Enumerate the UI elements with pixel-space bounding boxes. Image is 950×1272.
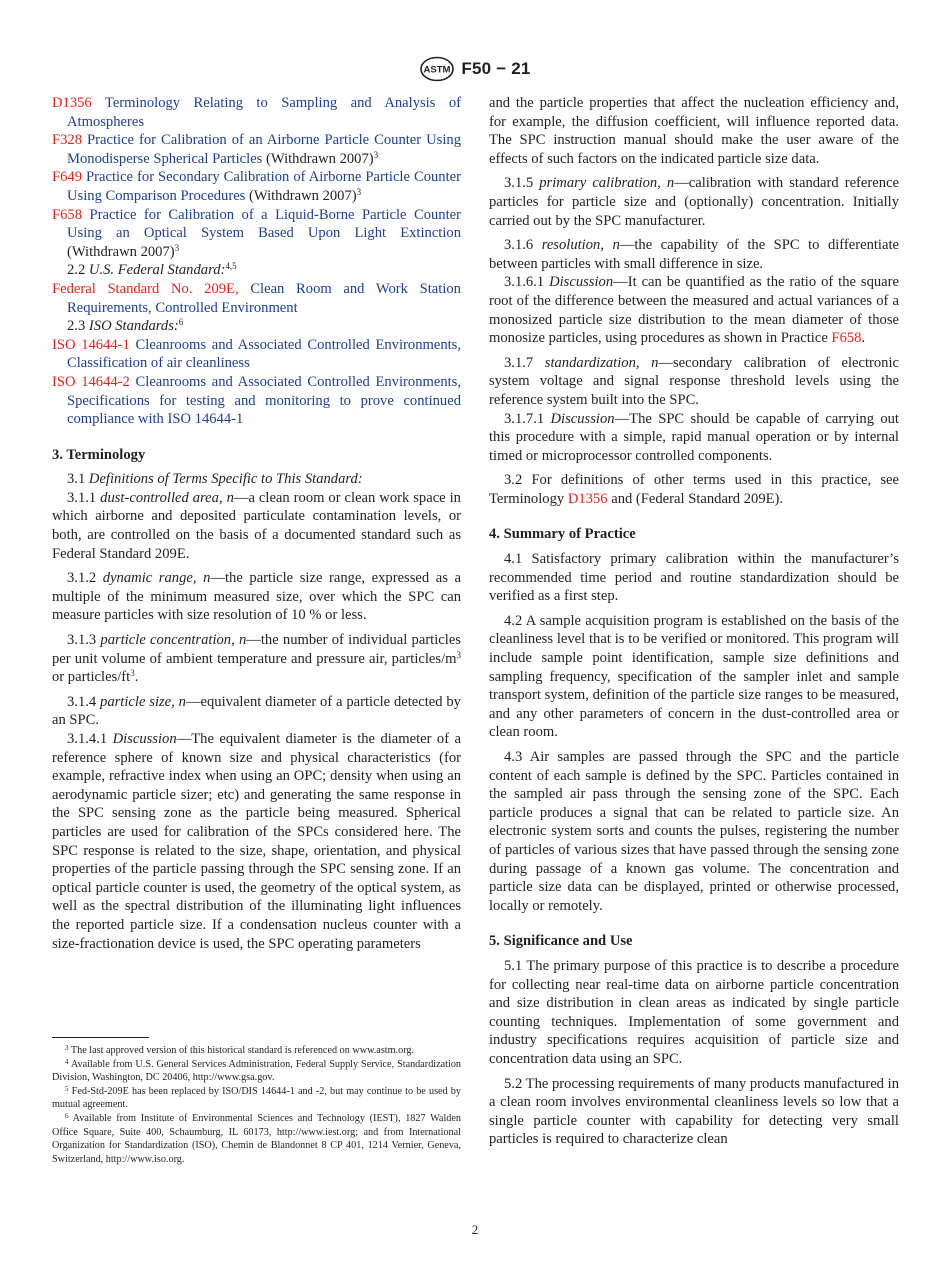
para-4-1 (489, 550, 899, 606)
section-3-heading: 3. Terminology (52, 446, 146, 463)
para-text: —equivalent diameter of a particle detected by an SPC. (52, 693, 461, 729)
para-term: Discussion (112, 731, 177, 747)
footnote-ref: 3 (373, 149, 379, 160)
para-text: —secondary calibration of electronic system voltage and signal response threshold levels using the reference system built into the SPC. (489, 354, 899, 408)
footnote-ref: 4,5 (225, 261, 237, 272)
ref-title[interactable]: Practice for Secondary Calibration of Airborne Particle Counter Using Comparison Procedures (67, 169, 461, 204)
footnote-text: Fed-Std-209E has been replaced by ISO/DIS 14644-1 and -2, but may continue to be used by mutual agreement. (52, 1085, 461, 1111)
ref-d1356 (52, 94, 461, 131)
para-text: and (Federal Standard 209E). (607, 490, 784, 507)
footnote-ref: 6 (178, 317, 184, 328)
superscript: 3 (456, 649, 461, 660)
para-text: A sample acquisition program is established on the basis of the cleanliness level that is to be verified or monitored. This program will include sample point identification, sample size definitions and sampling frequency, specification of the sampler inlet and sample transport system, definition of the particle size ranges to be measured, and any other parameters of concern in the dust-controlled area or clean room. (489, 612, 899, 741)
para-number: 3.1.2 (67, 570, 97, 587)
astm-logo-icon (419, 56, 455, 82)
para-3-1-6 (489, 236, 899, 273)
para-3-1-1 (52, 489, 461, 563)
para-4-3 (489, 748, 899, 915)
para-number: 3.1.1 (67, 489, 97, 506)
ref-code[interactable]: D1356 (52, 95, 92, 111)
footnote-number: 3 (65, 1044, 69, 1052)
para-number: 3.1.6.1 (504, 274, 545, 291)
ref-f658 (52, 206, 461, 262)
para-term: dynamic range, n (102, 570, 211, 587)
para-text: —the number of individual particles per unit volume of ambient temperature and pressure air, particles/m (52, 632, 461, 667)
footnote-number: 6 (65, 1111, 69, 1120)
ref-iso-14644-1 (52, 336, 461, 373)
section-number: 2.3 (67, 318, 86, 335)
para-3-1 (52, 470, 461, 489)
para-number: 5.1 (504, 957, 523, 974)
para-number: 3.1.3 (67, 632, 97, 649)
ref-code[interactable]: F658 (52, 206, 83, 223)
ref-iso-14644-2 (52, 373, 461, 429)
para-number: 4.2 (504, 612, 523, 629)
para-3-1-2 (52, 569, 461, 625)
para-text: —the particle size range, expressed as a multiple of the minimum measured size, over which the SPC can measure particles with size resolution of 10 % or less. (52, 570, 461, 624)
ref-title[interactable]: Clean Room and Work Station Requirements, Controlled Environment (67, 280, 461, 316)
para-term: dust-controlled area, n (100, 489, 234, 506)
ref-code[interactable]: Federal Standard No. 209E, (52, 280, 239, 297)
para-text: The primary purpose of this practice is to describe a procedure for collecting near real-time data on airborne particle concentration and size distribution in clean areas as indicated by single particle counting techniques. Implementation of some government and industry specifications requires acquisition of particle size and concentration data using an SPC. (489, 957, 900, 1067)
page-header (0, 56, 950, 82)
ref-note: (Withdrawn 2007) (67, 243, 175, 260)
para-3-1-7 (489, 354, 899, 410)
page-number: 2 (471, 1222, 479, 1237)
footnote-number: 5 (65, 1084, 69, 1093)
footnote-text: The last approved version of this historical standard is referenced on www.astm.org. (70, 1045, 415, 1056)
section-number: 2.2 (67, 262, 86, 279)
para-text: . (134, 669, 139, 686)
ref-title[interactable]: Cleanrooms and Associated Controlled Environments, Specifications for testing and monitoring to prove continued compliance with ISO 14644-1 (67, 373, 461, 428)
footnotes (52, 1044, 461, 1166)
para-number: 3.1.5 (504, 175, 534, 192)
para-term: standardization, n (544, 354, 659, 371)
section-label: ISO Standards: (88, 318, 179, 335)
para-number: 3.1.4.1 (67, 731, 108, 747)
ref-title[interactable]: Terminology Relating to Sampling and Analysis of Atmospheres (67, 95, 462, 130)
standard-link[interactable]: F658 (831, 330, 862, 347)
footnote-ref: 3 (356, 186, 362, 197)
ref-f649 (52, 168, 461, 205)
footnote-ref: 3 (174, 242, 180, 253)
para-3-1-5 (489, 174, 899, 230)
para-3-1-4-1 (52, 730, 461, 953)
ref-title[interactable]: Practice for Calibration of an Airborne Particle Counter Using Monodisperse Spherical Particles (67, 132, 461, 167)
superscript: 3 (130, 668, 135, 679)
footnote-6 (52, 1112, 461, 1166)
ref-code[interactable]: ISO 14644-2 (52, 373, 130, 390)
para-number: 3.1.6 (504, 237, 534, 254)
footnote-divider (52, 1037, 149, 1038)
para-3-1-3 (52, 631, 461, 687)
para-number: 3.1 (67, 471, 86, 488)
ref-note: (Withdrawn 2007) (249, 187, 357, 204)
ref-title[interactable]: Practice for Calibration of a Liquid-Borne Particle Counter Using an Optical System Based Upon Light Extinction (67, 206, 462, 242)
para-4-2 (489, 612, 899, 742)
section-2-2 (52, 261, 461, 280)
footnote-3 (52, 1044, 461, 1058)
footnote-text: Available from U.S. General Services Administration, Federal Supply Service, Standardization Division, Washington, DC 20406, http://www.gsa.gov. (52, 1058, 462, 1084)
ref-code[interactable]: F328 (52, 132, 83, 149)
para-text: . (861, 330, 866, 347)
para-number: 3.2 (504, 472, 523, 489)
para-3-2 (489, 471, 899, 508)
section-4-heading: 4. Summary of Practice (489, 526, 636, 543)
left-column (52, 94, 461, 953)
para-number: 4.1 (504, 551, 523, 568)
para-number: 4.3 (504, 749, 523, 765)
section-2-3 (52, 317, 461, 336)
para-number: 3.1.7 (504, 354, 534, 371)
footnote-5 (52, 1085, 461, 1112)
footnote-text: Available from Institute of Environmental Sciences and Technology (IEST), 1827 Walden Office Square, Suite 400, Schaumburg, IL 60173, http://www.iest.org; and from International Organization for Standardization (ISO), Chemin de Blandonnet 8 CP 401, 1214 Vernier, Geneva, Switzerland, http://www.iso.org. (52, 1112, 461, 1165)
right-column (489, 94, 899, 1149)
para-text: —It can be quantified as the ratio of the square root of the difference between the measured and actual variances of a monosized particle size distribution to the mean diameter of those monosize particles, using procedures as shown in Practice (489, 274, 899, 347)
standard-link[interactable]: D1356 (567, 490, 608, 507)
para-text: Air samples are passed through the SPC and the particle content of each sample is defined by the SPC. Particles contained in the sampled air pass through the sensing zone of the SPC. Each particle produces a signal that can be related to particle size. An electronic system sorts and counts the pulses, registering the number of particles of various sizes that have passed through the sensing zone during passage of a known gas volume. The concentration and particle size data can be displayed, printed or otherwise processed, locally or remotely. (489, 749, 900, 914)
ref-f328 (52, 131, 461, 168)
para-label: Definitions of Terms Specific to This Standard: (88, 471, 363, 488)
para-3-1-4 (52, 693, 461, 730)
ref-title[interactable]: Cleanrooms and Associated Controlled Environments, Classification of air cleanliness (67, 336, 461, 372)
standard-designation: F50 − 21 (461, 59, 531, 78)
para-term: Discussion (550, 410, 615, 427)
footnote-4 (52, 1058, 461, 1085)
ref-fed-209e (52, 280, 461, 317)
para-text: —calibration with standard reference particles for particle size and (optionally) concentration. Initially carried out by the SPC manufacturer. (489, 175, 899, 229)
para-3-1-6-1 (489, 273, 899, 347)
para-5-1 (489, 957, 899, 1069)
section-label: U.S. Federal Standard: (88, 262, 226, 279)
ref-note: (Withdrawn 2007) (266, 150, 374, 167)
para-term: particle concentration, n (100, 632, 247, 649)
para-text: The processing requirements of many products manufactured in a clean room involves environmental cleanliness levels so low that a single particle counter with capability for detecting very small particles is required to characterize clean (489, 1075, 899, 1148)
ref-code[interactable]: F649 (52, 169, 83, 186)
para-5-2 (489, 1075, 899, 1149)
para-number: 3.1.7.1 (504, 410, 545, 427)
para-term: primary calibration, n (539, 175, 675, 192)
para-text: —a clean room or clean work space in which airborne and deposited particulate contamination levels, or both, are controlled on the basis of a documented standard such as Federal Standard 209E. (52, 489, 461, 562)
section-5-heading: 5. Significance and Use (489, 933, 633, 950)
para-text: —The equivalent diameter is the diameter of a reference sphere of known size and physical characteristics (for example, refractive index when using an OPC; density when using an aerodynamic particle sizer; etc) and generating the same response in the SPC sensing zone as the particle being measured. Spherical particles are used for calibration of the SPCs considered here. The SPC response is related to the size, shape, orientation, and physical properties of the particle passing through the SPC sensing zone. If an optical particle counter is used, the geometry of the optical system, as well as the spectral distribution of the illuminating light influences the reported particle size. If a condensation nucleus counter with a size-fractionation device is used, the SPC operating parameters (52, 731, 461, 952)
svg-text:ASTM: ASTM (423, 64, 451, 76)
para-text: —the capability of the SPC to differentiate between particles with small difference in size. (489, 237, 899, 272)
para-text: —The SPC should be capable of carrying out this procedure with a simple, rapid manual operation or by internal timed or microprocessor controlled components. (489, 410, 899, 464)
para-term: Discussion (549, 274, 614, 291)
para-term: resolution, n (541, 237, 620, 254)
footnote-number: 4 (65, 1057, 69, 1066)
para-term: particle size, n (100, 693, 186, 710)
para-number: 3.1.4 (67, 693, 97, 710)
para-text: or particles/ft (52, 669, 131, 686)
continued-paragraph: and the particle properties that affect the nucleation efficiency and, for example, the diffusion coefficient, will influence reported data. The SPC instruction manual should make the user aware of the effects of such factors on the indicated particle size data. (489, 95, 899, 167)
para-text: Satisfactory primary calibration within the manufacturer’s recommended time period and routine standardization should be verified as a first step. (489, 551, 900, 605)
para-text: For definitions of other terms used in this practice, see Terminology (489, 472, 899, 507)
para-number: 5.2 (504, 1075, 523, 1092)
para-3-1-7-1 (489, 410, 899, 466)
ref-code[interactable]: ISO 14644-1 (52, 336, 130, 353)
